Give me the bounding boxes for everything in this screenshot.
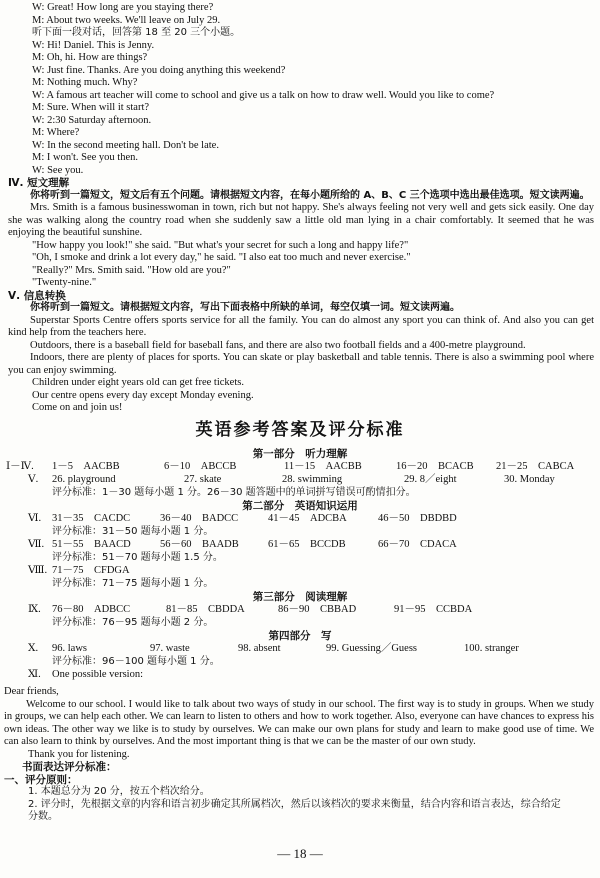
answer-group: 41－45 ADCBA [268,513,347,524]
row-label: Ⅵ. [28,513,42,524]
blank-answer: 30. Monday [504,474,555,485]
row-label: Ⅰ－Ⅳ. [6,461,34,472]
score-note [6,526,594,539]
score-text: 评分标准：96－100 题每小题 1 分。 [52,656,220,667]
answer-row [6,539,594,552]
answer-row [6,461,594,474]
answer-group: 36－40 BADCC [160,513,239,524]
page-number: — 18 — [277,846,323,861]
part-2-heading: 第二部分 英语知识运用 [242,500,358,512]
listening-script [8,2,594,415]
row-label: Ⅶ. [28,539,45,550]
answer-group: 66－70 CDACA [378,539,457,550]
part-4-heading: 第四部分 写 [268,630,332,642]
score-note [6,656,594,669]
answer-group: 61－65 BCCDB [268,539,346,550]
word-answer: 100. stranger [464,643,519,654]
dialogue-line: W: In the second meeting hall. Don't be late. [32,139,219,151]
section-5-paragraph: Indoors, there are plenty of places for sports. You can skate or play basketball and table tennis. There is also a swimming pool where you can enjoy swimming. [8,352,594,376]
essay-body: Welcome to our school. I would like to talk about two ways of study in our school. The first way is to study in groups. When we study in groups, we can help each other. We can learn to listen to others and how to work together. Also, everyone can have chances to express his own ideas. The other way we like is to study by ourselves. We can make our own plans for study and learn to make good use of time. We can also learn to think by ourselves. And the most important thing is that we can be the master of our own study. [4,698,594,747]
blank-answer: 27. skate [184,474,222,485]
answer-group: 81－85 CBDDA [166,604,245,615]
word-answer: 99. Guessing／Guess [326,643,417,654]
answer-group: 91－95 CCBDA [394,604,473,615]
answer-group: 6－10 ABCCB [164,461,237,472]
dialogue-line: W: Great! How long are you staying there? [32,2,214,13]
word-answer: 97. waste [150,643,190,654]
dialogue-line: M: Sure. When will it start? [32,102,150,113]
answer-group: 56－60 BAADB [160,539,239,550]
section-4-instruction: 你将听到一篇短文，短文后有五个问题。请根据短文内容，在每小题所给的 A、B、C 三个选项中选出最佳选项。短文读两遍。 [30,189,590,201]
row-label: Ⅴ. [28,474,39,485]
section-5-heading: Ⅴ. 信息转换 [8,289,66,302]
answer-group: 16－20 BCACB [396,461,474,472]
section-4-paragraph: Mrs. Smith is a famous businesswoman in town, rich but not happy. She's always feeling not very well and gets sick easily. One day she was walking along the country road when she suddenly saw a little old man lying in a chair comfortably. It seemed that he was enjoying the beautiful sunshine. [8,202,594,238]
row-label: Ⅺ. [28,669,41,680]
dialogue-line: W: 2:30 Saturday afternoon. [32,114,152,126]
version-label: One possible version: [52,669,143,680]
answer-row [6,604,594,617]
grading-heading: 书面表达评分标准： [22,761,117,773]
section-5-line: Our centre opens every day except Monday evening. [32,389,254,401]
dialogue-line: M: Oh, hi. How are things? [32,52,148,63]
section-5-line: Come on and join us! [32,402,123,413]
section-5-paragraph: Outdoors, there is a baseball field for baseball fans, and there are also two football fields and a 400-metre playground. [30,339,526,351]
answer-row [6,565,594,578]
dialogue-line: M: I won't. See you then. [32,152,139,163]
word-answer: 98. absent [238,643,281,654]
row-label: Ⅸ. [28,604,41,615]
essay-greeting: Dear friends, [4,686,59,697]
section-5-line: Children under eight years old can get free tickets. [32,377,244,388]
part-1-heading: 第一部分 听力理解 [252,448,348,460]
story-line: "Really?" Mrs. Smith said. "How old are you?" [32,264,231,276]
answer-row [6,669,594,682]
blank-answer: 26. playground [52,474,116,485]
dialogue-intro: 听下面一段对话，回答第 18 至 20 三个小题。 [32,27,241,38]
score-text: 评分标准：31－50 题每小题 1 分。 [52,526,214,537]
dialogue-line: W: Hi! Daniel. This is Jenny. [32,39,155,51]
dialogue-line: M: Where? [32,127,80,138]
story-line: "How happy you look!" she said. "But what's your secret for such a long and happy life?" [32,239,409,251]
blank-answer: 29. 8／eight [404,474,457,485]
row-label: Ⅷ. [28,565,48,576]
answer-group: 76－80 ADBCC [52,604,131,615]
answer-row [6,643,594,656]
dialogue-line: M: Nothing much. Why? [32,77,138,88]
answer-group: 1－5 AACBB [52,461,120,472]
score-note [6,578,594,591]
answer-group: 21－25 CABCA [496,461,575,472]
answer-group: 71－75 CFDGA [52,565,130,576]
answer-row [6,474,594,487]
answer-group: 46－50 DBDBD [378,513,457,524]
sample-essay [4,686,594,824]
grading-item: 2. 评分时，先根据文章的内容和语言初步确定其所属档次，然后以该档次的要求来衡量，结合内容和语言表达，综合给定分数。 [28,798,561,822]
answer-group: 11－15 AACBB [284,461,362,472]
blank-answer: 28. swimming [282,474,343,485]
section-5-paragraph: Superstar Sports Centre offers sports service for all the family. You can do almost any sport you can think of. And also you can get kind help from the teachers here. [8,314,594,338]
grading-subheading: 一、评分原则： [4,773,78,786]
score-note [6,487,594,500]
section-5-instruction: 你将听到一篇短文。请根据短文内容，写出下面表格中所缺的单词，每空仅填一词。短文读两遍。 [30,302,460,313]
answer-group: 31－35 CACDC [52,513,131,524]
grading-item: 1. 本题总分为 20 分，按五个档次给分。 [28,786,210,797]
part-3-heading: 第三部分 阅读理解 [252,591,348,603]
score-text: 评分标准：1－30 题每小题 1 分。26－30 题答题中的单词拼写错误可酌情扣分。 [52,487,416,498]
score-text: 评分标准：71－75 题每小题 1 分。 [52,578,214,589]
score-note [6,617,594,630]
score-note [6,552,594,565]
dialogue-line: W: Just fine. Thanks. Are you doing anything this weekend? [32,64,286,76]
story-line: "Twenty-nine." [32,277,97,288]
score-text: 评分标准：76－95 题每小题 2 分。 [52,617,214,628]
row-label: Ⅹ. [28,643,39,654]
answer-group: 86－90 CBBAD [278,604,357,615]
dialogue-line: W: A famous art teacher will come to school and give us a talk on how to draw well. Would you like to come? [32,89,495,101]
essay-closing: Thank you for listening. [28,748,130,760]
answer-row [6,513,594,526]
section-4-heading: Ⅳ. 短文理解 [8,177,70,189]
story-line: "Oh, I smoke and drink a lot every day," he said. "I also eat too much and never exercise." [32,252,411,263]
score-text: 评分标准：51－70 题每小题 1.5 分。 [52,552,223,563]
answer-key-title: 英语参考答案及评分标准 [195,420,405,440]
word-answer: 96. laws [52,643,87,654]
answer-key [6,448,594,682]
dialogue-line: M: About two weeks. We'll leave on July 29. [32,14,221,26]
dialogue-line: W: See you. [32,164,84,176]
answer-group: 51－55 BAACD [52,539,131,550]
